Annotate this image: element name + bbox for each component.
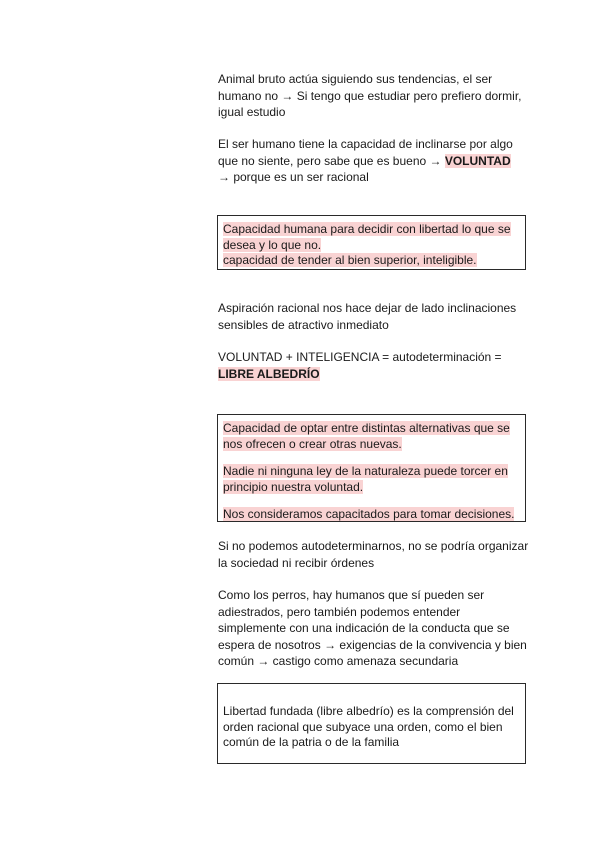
definition-line: Capacidad humana para decidir con libertad lo que se desea y lo que no.: [223, 222, 511, 252]
paragraph-voluntad: [218, 136, 530, 186]
paragraph-tail: → porque es un ser racional: [218, 170, 369, 184]
paragraph-perros: [218, 587, 530, 670]
definition-line: capacidad de tender al bien superior, inteligible.: [223, 253, 477, 267]
paragraph-text: El ser humano tiene la capacidad de inclinarse por algo que no siente, pero sabe que es bueno →: [218, 137, 513, 168]
paragraph-text: Como los perros, hay humanos que sí pueden ser adiestrados, pero también podemos entender simplemente con una indicación de la conducta que se espera de nosotros → exigencias de la convivencia y bien común → castigo como amenaza secundaria: [218, 588, 527, 668]
definition-box-voluntad: [217, 215, 526, 270]
keyword-libre-albedrio: LIBRE ALBEDRÍO: [218, 366, 320, 381]
paragraph-aspiracion: [218, 300, 530, 333]
paragraph-text: Aspiración racional nos hace dejar de lado inclinaciones sensibles de atractivo inmediato: [218, 301, 517, 332]
paragraph-text: Si no podemos autodeterminarnos, no se podría organizar la sociedad ni recibir órdenes: [218, 539, 529, 570]
definition-box-libre-albedrio: [217, 414, 526, 522]
definition-box-libertad-fundada: [217, 683, 526, 764]
paragraph-autodeterminarnos: [218, 538, 530, 571]
paragraph-animal-bruto: [218, 71, 530, 121]
paragraph-text: VOLUNTAD + INTELIGENCIA = autodeterminación =: [218, 350, 502, 364]
paragraph-libre-albedrio: [218, 349, 530, 382]
paragraph-text: Animal bruto actúa siguiendo sus tendencias, el ser humano no → Si tengo que estudiar pero prefiero dormir, igual estudio: [218, 72, 522, 119]
definition-paragraph: Nos consideramos capacitados para tomar decisiones.: [223, 507, 515, 521]
definition-text: Libertad fundada (libre albedrío) es la comprensión del orden racional que subyace una orden, como el bien común de la patria o de la familia: [223, 704, 514, 749]
definition-paragraph: Nadie ni ninguna ley de la naturaleza puede torcer en principio nuestra voluntad.: [223, 464, 508, 494]
keyword-voluntad: VOLUNTAD: [444, 153, 511, 168]
definition-paragraph: Capacidad de optar entre distintas alternativas que se nos ofrecen o crear otras nuevas.: [223, 421, 510, 451]
